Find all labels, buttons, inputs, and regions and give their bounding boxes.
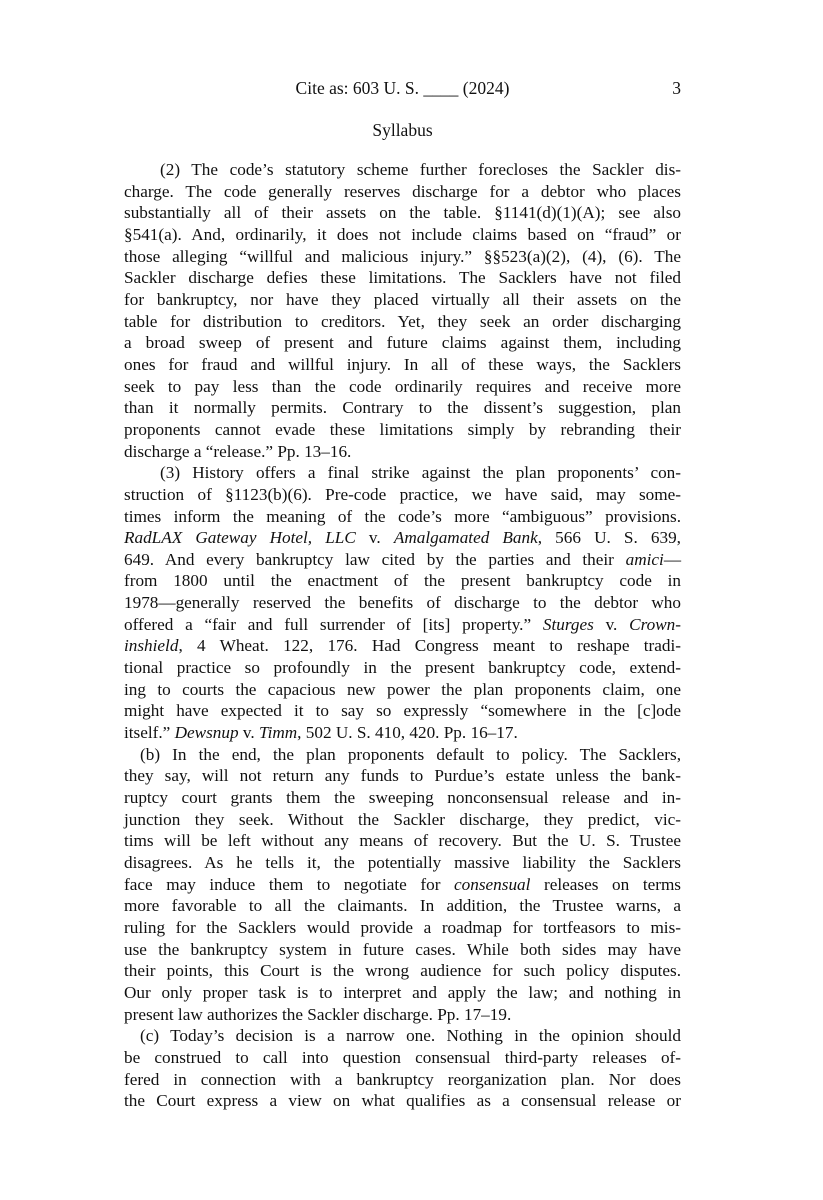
text-line: [124, 787, 681, 809]
text-line: [124, 267, 681, 289]
text-line: [124, 289, 681, 311]
text-segment: , 502 U. S. 410, 420. Pp. 16–17.: [297, 723, 518, 743]
text-line: [124, 592, 681, 614]
text-line: [124, 484, 681, 506]
citation-header: Cite as: 603 U. S. ____ (2024): [295, 78, 510, 98]
text-segment: (b) In the end, the plan proponents default to policy. The Sacklers,: [140, 744, 681, 764]
text-line: [124, 311, 681, 333]
text-segment: their points, this Court is the wrong audience for such policy disputes.: [124, 961, 681, 981]
text-line: [124, 332, 681, 354]
text-segment: , 566 U. S. 639,: [537, 528, 681, 548]
text-segment: tional practice so profoundly in the present bankruptcy code, extend-: [124, 658, 681, 678]
text-line: [124, 895, 681, 917]
text-line: [124, 809, 681, 831]
text-line: [124, 224, 681, 246]
text-segment: fered in connection with a bankruptcy reorganization plan. Nor does: [124, 1069, 681, 1089]
italic-case-name: Timm: [258, 723, 298, 743]
text-segment: the Court express a view on what qualifies as a consensual release or: [124, 1091, 681, 1111]
text-line: [124, 202, 681, 224]
text-segment: , 4 Wheat. 122, 176. Had Congress meant to reshape tradi-: [178, 636, 681, 656]
text-segment: —: [663, 549, 681, 569]
page-number: 3: [672, 78, 681, 98]
text-line: [124, 419, 681, 441]
text-segment: might have expected it to say so expressly “somewhere in the [c]ode: [124, 701, 681, 721]
italic-case-name: inshield: [124, 636, 179, 656]
text-segment: Our only proper task is to interpret and apply the law; and nothing in: [124, 982, 681, 1002]
text-segment: charge. The code generally reserves discharge for a debtor who places: [124, 181, 681, 201]
text-line: [124, 506, 681, 528]
text-segment: than it normally permits. Contrary to the dissent’s suggestion, plan: [124, 398, 681, 418]
text-line: [124, 679, 681, 701]
text-segment: a broad sweep of present and future claims against them, including: [124, 333, 681, 353]
text-line: [124, 1069, 681, 1091]
text-segment: v.: [238, 723, 259, 743]
page-header: [124, 76, 681, 100]
text-segment: more favorable to all the claimants. In addition, the Trustee warns, a: [124, 896, 681, 916]
text-line: [124, 397, 681, 419]
text-line: [124, 570, 681, 592]
text-line: [124, 852, 681, 874]
text-segment: they say, will not return any funds to Purdue’s estate unless the bank-: [124, 766, 681, 786]
text-line: [124, 939, 681, 961]
text-segment: disagrees. As he tells it, the potentially massive liability the Sacklers: [124, 853, 681, 872]
text-line: [124, 1090, 681, 1112]
text-segment: struction of §1123(b)(6). Pre-code practice, we have said, may some-: [124, 484, 681, 504]
text-segment: (2) The code’s statutory scheme further forecloses the Sackler dis-: [160, 160, 681, 179]
text-line: [124, 917, 681, 939]
text-segment: tims will be left without any means of recovery. But the U. S. Trustee: [124, 831, 681, 851]
italic-case-name: Dewsnup: [174, 723, 239, 743]
italic-case-name: Amalgamated Bank: [393, 528, 538, 548]
text-line: [124, 549, 681, 571]
text-segment: those alleging “willful and malicious injury.” §§523(a)(2), (4), (6). The: [124, 246, 681, 266]
text-segment: ing to courts the capacious new power the plan proponents claim, one: [124, 679, 681, 699]
text-line: [124, 441, 681, 463]
text-line: [124, 246, 681, 268]
text-segment: v.: [355, 528, 394, 548]
text-segment: use the bankruptcy system in future cases. While both sides may have: [124, 939, 681, 959]
text-line: [124, 765, 681, 787]
text-line: [124, 960, 681, 982]
text-segment: present law authorizes the Sackler discharge. Pp. 17–19.: [124, 1004, 512, 1024]
text-segment: (3) History offers a final strike against the plan proponents’ con-: [160, 463, 681, 483]
text-segment: 649. And every bankruptcy law cited by the parties and their: [124, 549, 626, 569]
text-line: [124, 1047, 681, 1069]
text-line: [124, 159, 681, 181]
text-segment: releases on terms: [530, 874, 681, 894]
text-line: [124, 722, 681, 744]
text-segment: (c) Today’s decision is a narrow one. Nothing in the opinion should: [140, 1026, 681, 1046]
text-segment: face may induce them to negotiate for: [124, 874, 455, 894]
italic-case-name: Sturges: [542, 614, 594, 634]
text-segment: ruling for the Sacklers would provide a roadmap for tortfeasors to mis-: [124, 917, 681, 937]
text-segment: ruptcy court grants them the sweeping nonconsensual release and in-: [124, 788, 681, 808]
text-line: [124, 527, 681, 549]
text-line: [124, 614, 681, 636]
text-line: [124, 462, 681, 484]
text-segment: 1978—generally reserved the benefits of discharge to the debtor who: [124, 593, 681, 613]
text-segment: proponents cannot evade these limitations simply by rebranding their: [124, 419, 681, 439]
text-line: [124, 744, 681, 766]
text-segment: table for distribution to creditors. Yet, they seek an order discharging: [124, 311, 681, 331]
syllabus-body: [124, 159, 681, 1112]
text-segment: junction they seek. Without the Sackler discharge, they predict, vic-: [124, 809, 681, 829]
italic-case-name: Crown-: [629, 614, 681, 634]
text-line: [124, 700, 681, 722]
text-line: [124, 830, 681, 852]
text-line: [124, 376, 681, 398]
italic-case-name: amici: [625, 549, 664, 569]
text-line: [124, 874, 681, 896]
text-line: [124, 181, 681, 203]
text-segment: for bankruptcy, nor have they placed virtually all their assets on the: [124, 289, 681, 309]
text-segment: times inform the meaning of the code’s more “ambiguous” provisions.: [124, 506, 681, 526]
text-segment: itself.”: [124, 723, 175, 743]
text-segment: offered a “fair and full surrender of [its] property.”: [124, 614, 543, 634]
text-segment: seek to pay less than the code ordinarily requires and receive more: [124, 376, 681, 396]
italic-case-name: consensual: [454, 874, 531, 894]
text-line: [124, 635, 681, 657]
text-segment: from 1800 until the enactment of the present bankruptcy code in: [124, 571, 681, 591]
text-line: [124, 1025, 681, 1047]
italic-case-name: RadLAX Gateway Hotel, LLC: [124, 528, 356, 548]
text-line: [124, 1004, 681, 1026]
text-segment: ones for fraud and willful injury. In all of these ways, the Sacklers: [124, 354, 681, 374]
section-title: Syllabus: [372, 120, 433, 140]
text-segment: §541(a). And, ordinarily, it does not include claims based on “fraud” or: [124, 224, 681, 244]
text-segment: discharge a “release.” Pp. 13–16.: [124, 441, 352, 461]
text-segment: substantially all of their assets on the table. §1141(d)(1)(A); see also: [124, 203, 681, 223]
text-line: [124, 657, 681, 679]
text-segment: Sackler discharge defies these limitations. The Sacklers have not filed: [124, 268, 681, 288]
text-line: [124, 982, 681, 1004]
text-segment: v.: [593, 614, 630, 634]
text-line: [124, 354, 681, 376]
text-segment: be construed to call into question consensual third-party releases of-: [124, 1047, 681, 1067]
